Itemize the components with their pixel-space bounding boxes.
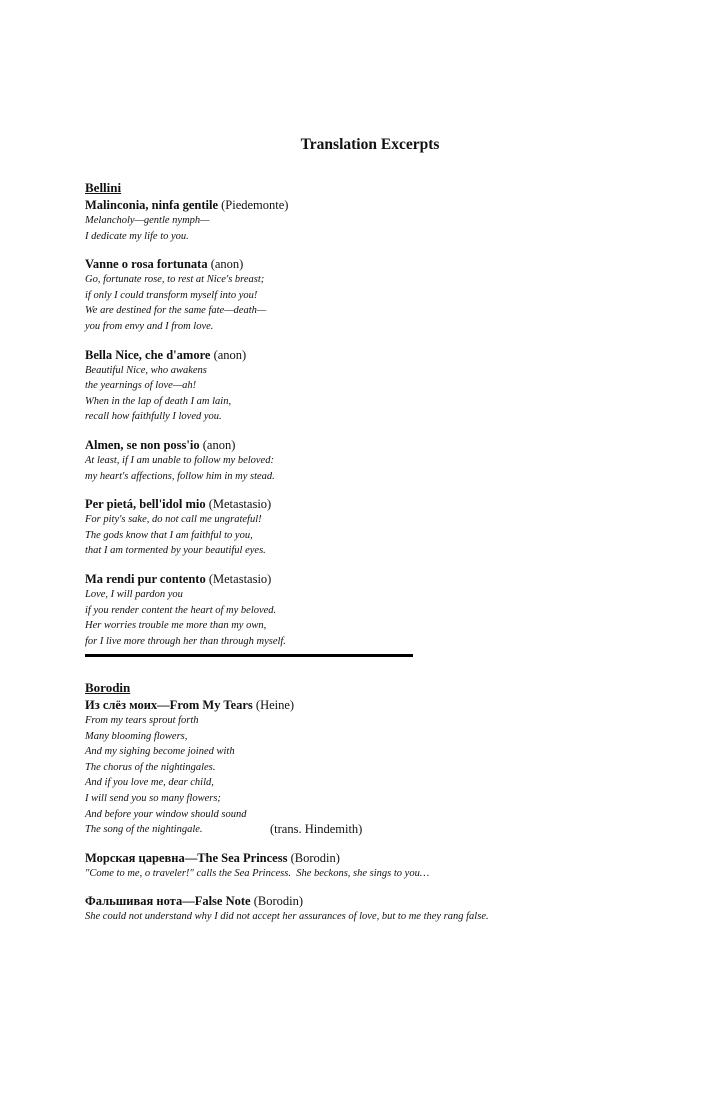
composer-heading: Borodin: [85, 680, 131, 695]
translation-line: When in the lap of death I am lain,: [85, 395, 232, 407]
section-borodin: [85, 680, 685, 937]
song-author: (anon): [202, 437, 236, 452]
song-author: (anon): [213, 347, 247, 362]
song-entry: [85, 893, 685, 925]
translation-line: Her worries trouble me more than my own,: [85, 620, 267, 632]
translation-line: Beautiful Nice, who awakens: [85, 364, 207, 376]
song-title: Malinconia, ninfa gentile: [85, 198, 218, 212]
song-title: Bella Nice, che d'amore: [85, 347, 211, 362]
translation-line: The gods know that I am faithful to you,: [85, 529, 253, 541]
translation-line: The chorus of the nightingales.: [85, 761, 216, 773]
song-title: Vanne o rosa fortunata: [85, 257, 208, 272]
translation-line: For pity's sake, do not call me ungrateful!: [85, 514, 262, 526]
translation-line: the yearnings of love—ah!: [85, 380, 197, 392]
translation-line: if you render content the heart of my beloved.: [85, 604, 277, 616]
song-entry: [85, 697, 685, 838]
translation-lines: [85, 713, 685, 838]
translation-line: "Come to me, o traveler!" calls the Sea Princess. She beckons, she sings to you…: [85, 867, 430, 879]
translation-line: The song of the nightingale.: [85, 824, 203, 836]
translation-line: Many blooming flowers,: [85, 730, 188, 742]
song-title: Фальшивая нота—False Note: [85, 894, 251, 909]
song-entry: [85, 850, 685, 882]
song-author: (Borodin): [290, 850, 340, 865]
translation-lines: [85, 587, 565, 649]
translator-note: (trans. Hindemith): [270, 822, 363, 837]
song-entry: [85, 347, 565, 425]
translation-lines: [85, 512, 565, 559]
song-author: (anon): [210, 257, 244, 272]
translation-lines: [85, 909, 685, 925]
translation-line: We are destined for the same fate—death—: [85, 305, 267, 317]
song-title: Almen, se non poss'io: [85, 437, 200, 452]
translation-line: you from envy and I from love.: [85, 320, 214, 332]
translation-lines: [85, 866, 685, 882]
section-divider: [85, 654, 413, 657]
song-entry: [85, 256, 565, 334]
translation-line: And my sighing become joined with: [85, 746, 235, 758]
translation-line: for I live more through her than through myself.: [85, 635, 286, 647]
song-title: Морская царевна—The Sea Princess: [85, 850, 288, 865]
translation-line: And before your window should sound: [85, 808, 247, 820]
song-author: (Heine): [255, 698, 295, 712]
translation-line: At least, if I am unable to follow my beloved:: [85, 454, 274, 466]
song-title: Ma rendi pur contento: [85, 571, 206, 586]
song-entry: [85, 437, 565, 484]
song-title: Из слёз моих—From My Tears: [85, 698, 253, 712]
song-entry: [85, 496, 565, 559]
translation-line: I dedicate my life to you.: [85, 230, 189, 242]
translation-line: She could not understand why I did not accept her assurances of love, but to me they rang false.: [85, 911, 489, 923]
composer-heading: Bellini: [85, 180, 122, 195]
song-author: (Metastasio): [208, 571, 272, 586]
translation-line: Love, I will pardon you: [85, 588, 183, 600]
translation-line: my heart's affections, follow him in my stead.: [85, 470, 275, 482]
translation-line: I will send you so many flowers;: [85, 792, 221, 804]
song-author: (Piedemonte): [221, 198, 289, 212]
translation-line: And if you love me, dear child,: [85, 777, 214, 789]
song-author: (Metastasio): [208, 497, 272, 512]
translation-line: From my tears sprout forth: [85, 715, 199, 726]
song-author: (Borodin): [253, 894, 304, 909]
song-entry: [85, 571, 565, 649]
translation-lines: [85, 272, 565, 334]
section-bellini: [85, 180, 565, 661]
translation-lines: [85, 363, 565, 425]
song-entry: [85, 197, 565, 244]
translation-line: Melancholy—gentle nymph—: [85, 215, 210, 226]
translation-lines: [85, 453, 565, 484]
translation-line: if only I could transform myself into you!: [85, 289, 258, 301]
translation-lines: [85, 213, 565, 244]
page-title: Translation Excerpts: [300, 136, 440, 153]
translation-line: recall how faithfully I loved you.: [85, 411, 222, 423]
translation-line: Go, fortunate rose, to rest at Nice's breast;: [85, 274, 265, 286]
song-title: Per pietá, bell'idol mio: [85, 497, 206, 512]
translation-line: that I am tormented by your beautiful eyes.: [85, 545, 266, 557]
